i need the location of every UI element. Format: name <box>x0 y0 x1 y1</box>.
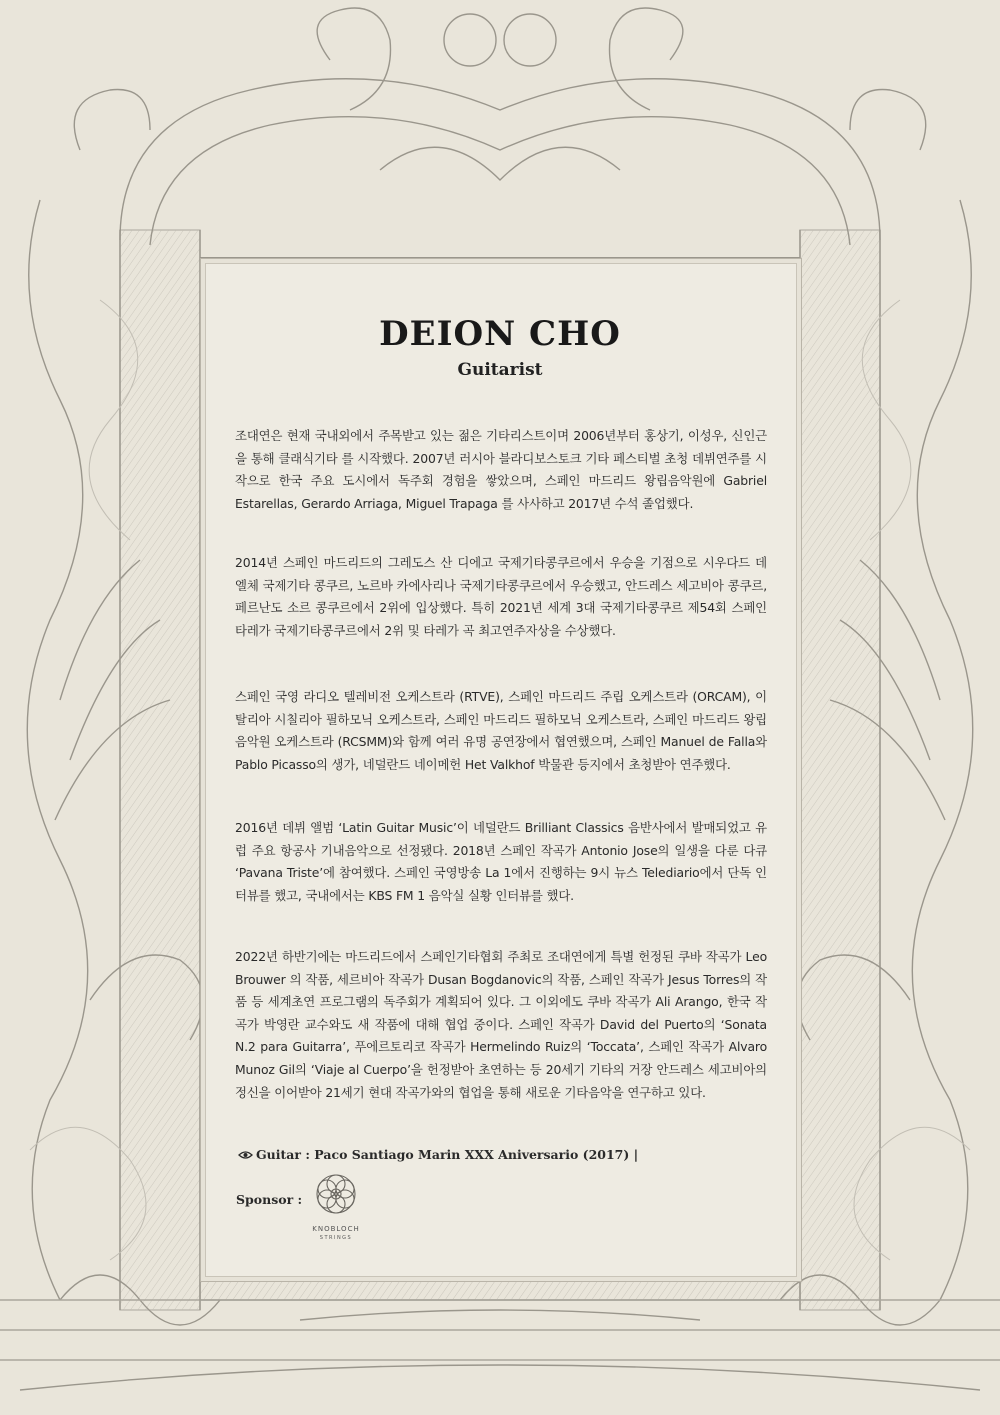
bio-paragraph-3: 스페인 국영 라디오 텔레비전 오케스트라 (RTVE), 스페인 마드리드 주립 오케스트라 (ORCAM), 이탈리아 시칠리아 필하모닉 오케스트라, 스페인 마드리드 필하모닉 오케스트라, 스페인 마드리드 왕립음악원 오케스트라 (RCSMM)와 함께 여러 유명 공연장에서 협연했으며, 스페인 Manuel de Falla와 Pablo Picasso의 생가, 네덜란드 네이메헌 Het Valkhof 박물관 등지에서 초청받아 연주했다. <box>235 689 767 772</box>
guitar-text: Guitar : Paco Santiago Marin XXX Aniversario (2017) | <box>256 1147 639 1162</box>
bio-paragraph-1: 조대연은 현재 국내외에서 주목받고 있는 젊은 기타리스트이며 2006년부터 홍상기, 이성우, 신인근을 통해 클래식기타 를 시작했다. 2007년 러시아 블라디보스토크 기타 페스티벌 초청 데뷔연주를 시작으로 한국 주요 도시에서 독주회 경험을 쌓았으며, 스페인 마드리드 왕립음악원에 Gabriel Estarellas, Gerardo Arriaga, Miguel Trapaga 를 사사하고 2017년 수석 졸업했다. <box>235 428 767 511</box>
guitar-info <box>238 1147 778 1162</box>
sponsor-label: Sponsor : <box>236 1192 303 1207</box>
artist-name: DEION CHO <box>379 314 621 354</box>
sponsor-brand-name: KNOBLOCH <box>312 1225 360 1233</box>
sponsor-brand <box>296 1225 376 1243</box>
bio-paragraph-4: 2016년 데뷔 앨범 ‘Latin Guitar Music’이 네덜란드 Brilliant Classics 음반사에서 발매되었고 유럽 주요 항공사 기내음악으로 선정됐다. 2018년 스페인 작곡가 Antonio Jose의 일생을 다룬 다큐 ‘Pavana Triste’에 참여했다. 스페인 국영방송 La 1에서 진행하는 9시 뉴스 Telediario에서 단독 인터뷰를 했고, 국내에서는 KBS FM 1 음악실 실황 인터뷰를 했다. <box>235 820 767 903</box>
artist-role: Guitarist <box>457 360 543 380</box>
sponsor-brand-sub: STRINGS <box>319 1235 353 1241</box>
eye-icon <box>238 1150 253 1160</box>
bio-paragraph-5: 2022년 하반기에는 마드리드에서 스페인기타협회 주최로 조대연에게 특별 헌정된 쿠바 작곡가 Leo Brouwer 의 작품, 세르비아 작곡가 Dusan Bogdanovic의 작품, 스페인 작곡가 Jesus Torres의 작품 등 세계초연 프로그램의 독주회가 계획되어 있다. 그 이외에도 쿠바 작곡가 Ali Arango, 한국 작곡가 박영란 교수와도 새 작품에 대해 협업 중이다. 스페인 작곡가 David del Puerto의 ‘Sonata N.2 para Guitarra’, 푸에르토리코 작곡가 Hermelindo Ruiz의 ‘Toccata’, 스페인 작곡가 Alvaro Munoz Gil의 ‘Viaje al Cuerpo’을 헌정받아 초연하는 등 20세기 기타의 거장 안드레스 세고비아의 정신을 이어받아 21세기 현대 작곡가와의 협업을 통해 새로운 기타음악을 연구하고 있다. <box>235 949 767 1100</box>
knot-flower-logo <box>310 1172 362 1216</box>
bio-paragraph-2: 2014년 스페인 마드리드의 그레도스 산 디에고 국제기타콩쿠르에서 우승을 기점으로 시우다드 데 엘체 국제기타 콩쿠르, 노르바 카에사리나 국제기타콩쿠르에서 우승했고, 안드레스 세고비아 콩쿠르, 페르난도 소르 콩쿠르에서 2위에 입상했다. 특히 2021년 세계 3대 국제기타콩쿠르 제54회 스페인 타레가 국제기타콩쿠르에서 2위 및 타레가 곡 최고연주자상을 수상했다. <box>235 555 767 638</box>
